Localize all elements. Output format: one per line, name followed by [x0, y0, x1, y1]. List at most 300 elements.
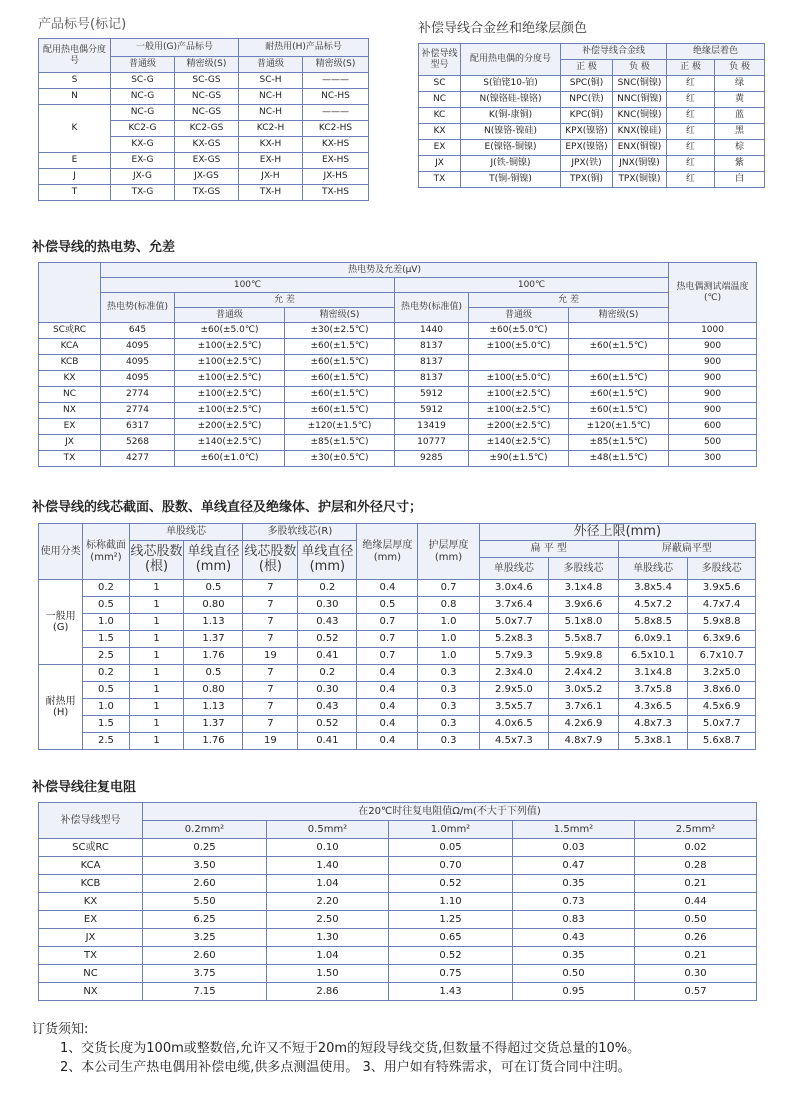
dimension-table — [38, 523, 756, 750]
table-cell: 0.83 — [513, 911, 635, 929]
table-cell: 0.80 — [184, 597, 243, 614]
table-cell: TX-GS — [175, 185, 239, 201]
table-cell: 耐热用(H) — [39, 665, 83, 750]
table-cell: JX-G — [111, 169, 175, 185]
table-row — [39, 435, 757, 451]
table-cell: 6.3x9.6 — [688, 631, 756, 648]
table-cell: 3.7x5.8 — [618, 682, 688, 699]
t1-body — [39, 73, 369, 201]
table-cell: NC-GS — [175, 89, 239, 105]
table-cell: 0.3 — [418, 716, 479, 733]
header-emf: 热电势(标准值) — [101, 293, 175, 323]
table-row — [39, 185, 369, 201]
table-cell: TX-H — [239, 185, 303, 201]
table-cell: 3.50 — [143, 857, 267, 875]
table-cell: 0.3 — [418, 665, 479, 682]
table-cell: ±60(±5.0℃) — [175, 323, 285, 339]
table-cell: ±200(±2.5℃) — [175, 419, 285, 435]
table-row — [39, 665, 756, 682]
table-row — [39, 105, 369, 121]
table-cell: 0.2 — [83, 665, 129, 682]
table-cell: 5.3x8.1 — [618, 733, 688, 750]
table-cell: ±60(±1.5℃) — [285, 371, 395, 387]
table-cell: 1 — [129, 597, 184, 614]
table-cell: ±60(±1.5℃) — [569, 339, 669, 355]
table-cell: 500 — [669, 435, 757, 451]
table-cell: NX — [39, 983, 143, 1001]
table-cell: TX-G — [111, 185, 175, 201]
table-cell: 7 — [243, 716, 298, 733]
table-cell: 8137 — [395, 355, 469, 371]
table-cell: 棕 — [715, 140, 765, 156]
table-cell: 4095 — [101, 371, 175, 387]
table-cell: 0.7 — [418, 580, 479, 597]
table-cell: 0.44 — [635, 893, 757, 911]
table-cell: TX — [39, 947, 143, 965]
table-row — [39, 875, 757, 893]
table-cell: 0.02 — [635, 839, 757, 857]
header-type: 补偿导线型号 — [39, 803, 143, 839]
table-cell — [569, 323, 669, 339]
table-cell: 3.75 — [143, 965, 267, 983]
table-cell: 1.13 — [184, 614, 243, 631]
order-notes — [32, 1020, 640, 1077]
table-cell: NC — [39, 965, 143, 983]
table-cell: 3.5x5.7 — [479, 699, 549, 716]
header-tol2: 允 差 — [469, 293, 669, 308]
table-cell: KX-G — [111, 137, 175, 153]
table-cell: 0.5 — [357, 597, 418, 614]
alloy-color-table — [418, 43, 765, 188]
table-cell: 1.25 — [389, 911, 513, 929]
header-shield: 屏蔽扁平型 — [618, 541, 755, 558]
table-cell: KC2-H — [239, 121, 303, 137]
table-cell: 3.0x4.6 — [479, 580, 549, 597]
table-cell: 红 — [667, 140, 715, 156]
table-cell: 10777 — [395, 435, 469, 451]
header-neg2: 负 极 — [715, 60, 765, 76]
table-cell: 0.52 — [298, 716, 357, 733]
table-cell: 0.50 — [513, 965, 635, 983]
table-cell: 3.8x5.4 — [618, 580, 688, 597]
table-row — [419, 124, 765, 140]
table-cell: 19 — [243, 648, 298, 665]
table-cell: 绿 — [715, 76, 765, 92]
table-cell: JX — [419, 156, 461, 172]
table-row — [419, 76, 765, 92]
table-cell: 0.73 — [513, 893, 635, 911]
table-cell: 4095 — [101, 355, 175, 371]
table-cell: 0.7 — [357, 614, 418, 631]
table-cell: 0.7 — [357, 648, 418, 665]
table-cell: NC-GS — [175, 105, 239, 121]
table-cell: ±60(±1.0℃) — [175, 451, 285, 467]
table-cell: EX-H — [239, 153, 303, 169]
table-cell: ±48(±1.5℃) — [569, 451, 669, 467]
table-cell: 1.30 — [267, 929, 389, 947]
header-neg: 负 极 — [613, 60, 667, 76]
table-cell: 1 — [129, 580, 184, 597]
table-row — [39, 153, 369, 169]
table-cell: 0.4 — [357, 682, 418, 699]
table-row — [39, 169, 369, 185]
table-cell: TPX(铜) — [561, 172, 613, 188]
table-row — [419, 140, 765, 156]
table-cell: ±100(±2.5℃) — [469, 387, 569, 403]
table-cell: 2774 — [101, 403, 175, 419]
table-cell: 5.9x9.8 — [549, 648, 619, 665]
table-cell: 6.5x10.1 — [618, 648, 688, 665]
table-cell: 9285 — [395, 451, 469, 467]
table-cell: 5.0x7.7 — [479, 614, 549, 631]
table-cell: 0.2 — [298, 665, 357, 682]
table-cell: 4.0x6.5 — [479, 716, 549, 733]
table-cell: 2.60 — [143, 947, 267, 965]
notes-title: 订货须知: — [32, 1022, 89, 1037]
table-cell: KNC(铜镍) — [613, 108, 667, 124]
table-cell: TX-HS — [303, 185, 369, 201]
header-prec: 精密级(S) — [303, 57, 369, 73]
table-cell: 1.43 — [389, 983, 513, 1001]
table-cell: 2.86 — [267, 983, 389, 1001]
header-sheath: 护层厚度(mm) — [418, 524, 479, 580]
table-cell: 0.52 — [389, 875, 513, 893]
table-cell: 0.26 — [635, 929, 757, 947]
table-cell: N — [39, 89, 111, 105]
table-cell: 0.05 — [389, 839, 513, 857]
table-row — [39, 857, 757, 875]
header-shield-multi: 多股线芯 — [688, 558, 756, 580]
table-cell: 0.35 — [513, 947, 635, 965]
table-cell: SPC(铜) — [561, 76, 613, 92]
table-cell: 0.43 — [298, 699, 357, 716]
table-cell: 黄 — [715, 92, 765, 108]
table-cell: ±85(±1.5℃) — [569, 435, 669, 451]
table-cell: E(镍铬-铜镍) — [461, 140, 561, 156]
table-cell: 1.5 — [83, 716, 129, 733]
table-cell: 0.4 — [357, 699, 418, 716]
header-tol: 允 差 — [175, 293, 395, 308]
table-cell: KPC(铜) — [561, 108, 613, 124]
table-row — [39, 73, 369, 89]
table-cell: 3.1x4.8 — [618, 665, 688, 682]
table-cell: 1 — [129, 648, 184, 665]
table-cell: 8137 — [395, 371, 469, 387]
table-cell: 8137 — [395, 339, 469, 355]
table-cell: 1.37 — [184, 716, 243, 733]
header-type: 补偿导线型号 — [419, 44, 461, 76]
table-cell: 红 — [667, 92, 715, 108]
table-cell: JPX(铁) — [561, 156, 613, 172]
table-cell: 0.95 — [513, 983, 635, 1001]
table-row — [39, 682, 756, 699]
table-cell: 0.03 — [513, 839, 635, 857]
table-cell: 19 — [243, 733, 298, 750]
table-cell: SC或RC — [39, 323, 101, 339]
table-row — [39, 911, 757, 929]
table-cell: ——— — [303, 73, 369, 89]
table-row — [39, 983, 757, 1001]
table-cell: KX-H — [239, 137, 303, 153]
header-100a: 100℃ — [101, 278, 395, 293]
table-cell: 1.5 — [83, 631, 129, 648]
table-cell: 0.21 — [635, 875, 757, 893]
table-cell: 3.0x5.2 — [549, 682, 619, 699]
header-area: 标称截面(mm²) — [83, 524, 129, 580]
table-cell: NX — [39, 403, 101, 419]
header-blank — [39, 263, 101, 323]
header-use: 使用分类 — [39, 524, 83, 580]
table-cell: 6.25 — [143, 911, 267, 929]
table-cell: T — [39, 185, 111, 201]
table-cell: T(铜-铜镍) — [461, 172, 561, 188]
table-cell: 红 — [667, 76, 715, 92]
header-flat-multi: 多股线芯 — [549, 558, 619, 580]
table-cell: 0.80 — [184, 682, 243, 699]
table-cell: KC2-G — [111, 121, 175, 137]
table-cell: 红 — [667, 156, 715, 172]
dimension-title: 补偿导线的线芯截面、股数、单线直径及绝缘体、护层和外径尺寸； — [32, 500, 423, 515]
table-cell: 2.50 — [267, 911, 389, 929]
table-cell: 1 — [129, 665, 184, 682]
table-cell: 600 — [669, 419, 757, 435]
table-cell: J — [39, 169, 111, 185]
table-cell: 蓝 — [715, 108, 765, 124]
table-row — [39, 839, 757, 857]
table-cell: 5912 — [395, 403, 469, 419]
table-cell: TPX(铜镍) — [613, 172, 667, 188]
notes-line2: 2、本公司生产热电偶用补偿电缆,供多点测温使用。 3、用户如有特殊需求，可在订货合同中注明。 — [60, 1060, 631, 1075]
t5-cols — [39, 821, 757, 839]
table-cell: EX-HS — [303, 153, 369, 169]
table-cell: 0.30 — [298, 597, 357, 614]
table-cell: 1.0 — [418, 631, 479, 648]
header-flat: 扁 平 型 — [479, 541, 618, 558]
table-cell: JX-HS — [303, 169, 369, 185]
table-cell: 1 — [129, 614, 184, 631]
table-cell: 0.5mm² — [267, 821, 389, 839]
table-row — [39, 339, 757, 355]
table-cell: 0.21 — [635, 947, 757, 965]
table-cell: KC — [419, 108, 461, 124]
table-cell: 白 — [715, 172, 765, 188]
table-cell: 1440 — [395, 323, 469, 339]
table-cell: 5.50 — [143, 893, 267, 911]
table-cell: ±100(±2.5℃) — [175, 371, 285, 387]
table-cell: NC-G — [111, 89, 175, 105]
table-cell: 0.50 — [635, 911, 757, 929]
table-cell: SC或RC — [39, 839, 143, 857]
header-std: 普通级 — [111, 57, 175, 73]
table-cell: 0.7 — [357, 631, 418, 648]
table-row — [39, 355, 757, 371]
header-std: 普通级 — [239, 57, 303, 73]
table-cell: ±200(±2.5℃) — [469, 419, 569, 435]
table-cell: ±100(±2.5℃) — [175, 339, 285, 355]
table-cell: KCA — [39, 339, 101, 355]
emf-title: 补偿导线的热电势、允差 — [32, 240, 176, 255]
header-pos: 正 极 — [561, 60, 613, 76]
table-cell: TX — [419, 172, 461, 188]
table-cell: 0.70 — [389, 857, 513, 875]
table-cell: 2774 — [101, 387, 175, 403]
table-cell: ±100(±2.5℃) — [175, 387, 285, 403]
table-cell: 2.20 — [267, 893, 389, 911]
table-cell: 0.4 — [357, 716, 418, 733]
table-cell: 900 — [669, 339, 757, 355]
table-cell: 1 — [129, 716, 184, 733]
table-cell: N(镍铬-镍硅) — [461, 124, 561, 140]
table-cell: EX — [39, 419, 101, 435]
table-row — [39, 371, 757, 387]
table-row — [39, 648, 756, 665]
table-cell: 5912 — [395, 387, 469, 403]
table-cell: KX-GS — [175, 137, 239, 153]
table-cell: 4.8x7.9 — [549, 733, 619, 750]
table-cell: ±60(±1.5℃) — [285, 355, 395, 371]
table-cell: 1 — [129, 699, 184, 716]
table-cell: EX-G — [111, 153, 175, 169]
table-cell: 5.8x8.5 — [618, 614, 688, 631]
table-cell: 2.4x4.2 — [549, 665, 619, 682]
alloy-color-title: 补偿导线合金丝和绝缘层颜色 — [418, 21, 588, 36]
table-cell: 900 — [669, 403, 757, 419]
table-cell: K(铜-康铜) — [461, 108, 561, 124]
header-outer: 外径上限(mm) — [479, 524, 755, 541]
header-emf2: 热电势(标准值) — [395, 293, 469, 323]
table-cell: 3.25 — [143, 929, 267, 947]
header-100b: 100℃ — [395, 278, 669, 293]
table-cell: S — [39, 73, 111, 89]
header-ins: 绝缘层厚度(mm) — [357, 524, 418, 580]
table-cell: 1.0mm² — [389, 821, 513, 839]
table-cell: 1 — [129, 733, 184, 750]
table-cell: 5.0x7.7 — [688, 716, 756, 733]
table-cell: 红 — [667, 108, 715, 124]
table-row — [39, 403, 757, 419]
table-cell: 0.2 — [298, 580, 357, 597]
table-row — [39, 929, 757, 947]
table-cell: KX — [419, 124, 461, 140]
table-row — [419, 92, 765, 108]
table-cell: 2.5 — [83, 648, 129, 665]
table-cell: EX — [419, 140, 461, 156]
table-row — [39, 419, 757, 435]
header-count: 线芯股数(根) — [129, 541, 184, 580]
table-cell: 1 — [129, 631, 184, 648]
table-cell: 2.9x5.0 — [479, 682, 549, 699]
product-code-table — [38, 38, 369, 201]
header-prec: 精密级(S) — [175, 57, 239, 73]
table-cell: 0.2mm² — [143, 821, 267, 839]
table-cell: JNX(铜镍) — [613, 156, 667, 172]
table-cell: 4.8x7.3 — [618, 716, 688, 733]
table-cell: N(镍铬硅-镍铬) — [461, 92, 561, 108]
header-multi: 多股软线芯(R) — [243, 524, 357, 541]
table-cell: 1.04 — [267, 875, 389, 893]
table-cell: KCB — [39, 875, 143, 893]
table-cell: 1.50 — [267, 965, 389, 983]
table-cell: SC — [419, 76, 461, 92]
table-cell: 1.10 — [389, 893, 513, 911]
table-cell: 4095 — [101, 339, 175, 355]
table-cell: KX — [39, 371, 101, 387]
table-cell: JX-GS — [175, 169, 239, 185]
table-cell: 5.5x8.7 — [549, 631, 619, 648]
emf-table — [38, 262, 757, 467]
table-cell: S(铂铑10-铂) — [461, 76, 561, 92]
table-cell: 4.5x7.3 — [479, 733, 549, 750]
table-cell: SC-G — [111, 73, 175, 89]
table-cell: 黑 — [715, 124, 765, 140]
table-cell: SC-H — [239, 73, 303, 89]
header-std: 普通级 — [175, 308, 285, 323]
header-flat-single: 单股线芯 — [479, 558, 549, 580]
header-count2: 线芯股数(根) — [243, 541, 298, 580]
table-cell: 6.7x10.7 — [688, 648, 756, 665]
table-cell: ±100(±5.0℃) — [469, 339, 569, 355]
table-cell: 0.28 — [635, 857, 757, 875]
table-cell: JX — [39, 929, 143, 947]
table-cell: NC-H — [239, 89, 303, 105]
table-cell: ±100(±2.5℃) — [175, 403, 285, 419]
table-cell: ±30(±2.5℃) — [285, 323, 395, 339]
table-row — [39, 451, 757, 467]
table-row — [39, 733, 756, 750]
header-dia2: 单线直径(mm) — [298, 541, 357, 580]
table-cell: KX — [39, 893, 143, 911]
table-cell: 5.6x8.7 — [688, 733, 756, 750]
table-cell: 0.47 — [513, 857, 635, 875]
header-alloy: 补偿导线合金线 — [561, 44, 667, 60]
table-cell: 0.52 — [298, 631, 357, 648]
t2-body — [419, 76, 765, 188]
table-cell: 13419 — [395, 419, 469, 435]
table-cell: SC-GS — [175, 73, 239, 89]
table-cell: 0.43 — [298, 614, 357, 631]
table-row — [419, 108, 765, 124]
table-cell: 7.15 — [143, 983, 267, 1001]
table-cell: 0.5 — [184, 580, 243, 597]
header-main: 在20℃时往复电阻值Ω/m(不大于下列值) — [143, 803, 757, 821]
table-cell: ±100(±2.5℃) — [175, 355, 285, 371]
table-cell: ±100(±2.5℃) — [469, 403, 569, 419]
table-cell: 1.04 — [267, 947, 389, 965]
table-cell: 1.0 — [83, 614, 129, 631]
table-cell: 5.7x9.3 — [479, 648, 549, 665]
table-row — [39, 699, 756, 716]
table-cell: 0.5 — [83, 597, 129, 614]
t5-body — [39, 839, 757, 1001]
table-cell: NC-H — [239, 105, 303, 121]
t4-body — [39, 580, 756, 750]
table-cell: ±120(±1.5℃) — [285, 419, 395, 435]
table-cell: NPC(铁) — [561, 92, 613, 108]
table-cell: 4.5x6.9 — [688, 699, 756, 716]
table-cell: 3.1x4.8 — [549, 580, 619, 597]
table-cell: NC — [419, 92, 461, 108]
table-cell: 0.30 — [298, 682, 357, 699]
table-cell: 0.35 — [513, 875, 635, 893]
table-cell: 1.13 — [184, 699, 243, 716]
table-cell: 2.60 — [143, 875, 267, 893]
table-cell: KC2-HS — [303, 121, 369, 137]
table-cell: ±90(±1.5℃) — [469, 451, 569, 467]
table-cell: 0.41 — [298, 648, 357, 665]
resistance-table — [38, 802, 757, 1001]
table-cell: 0.52 — [389, 947, 513, 965]
table-cell: 1.0 — [418, 614, 479, 631]
